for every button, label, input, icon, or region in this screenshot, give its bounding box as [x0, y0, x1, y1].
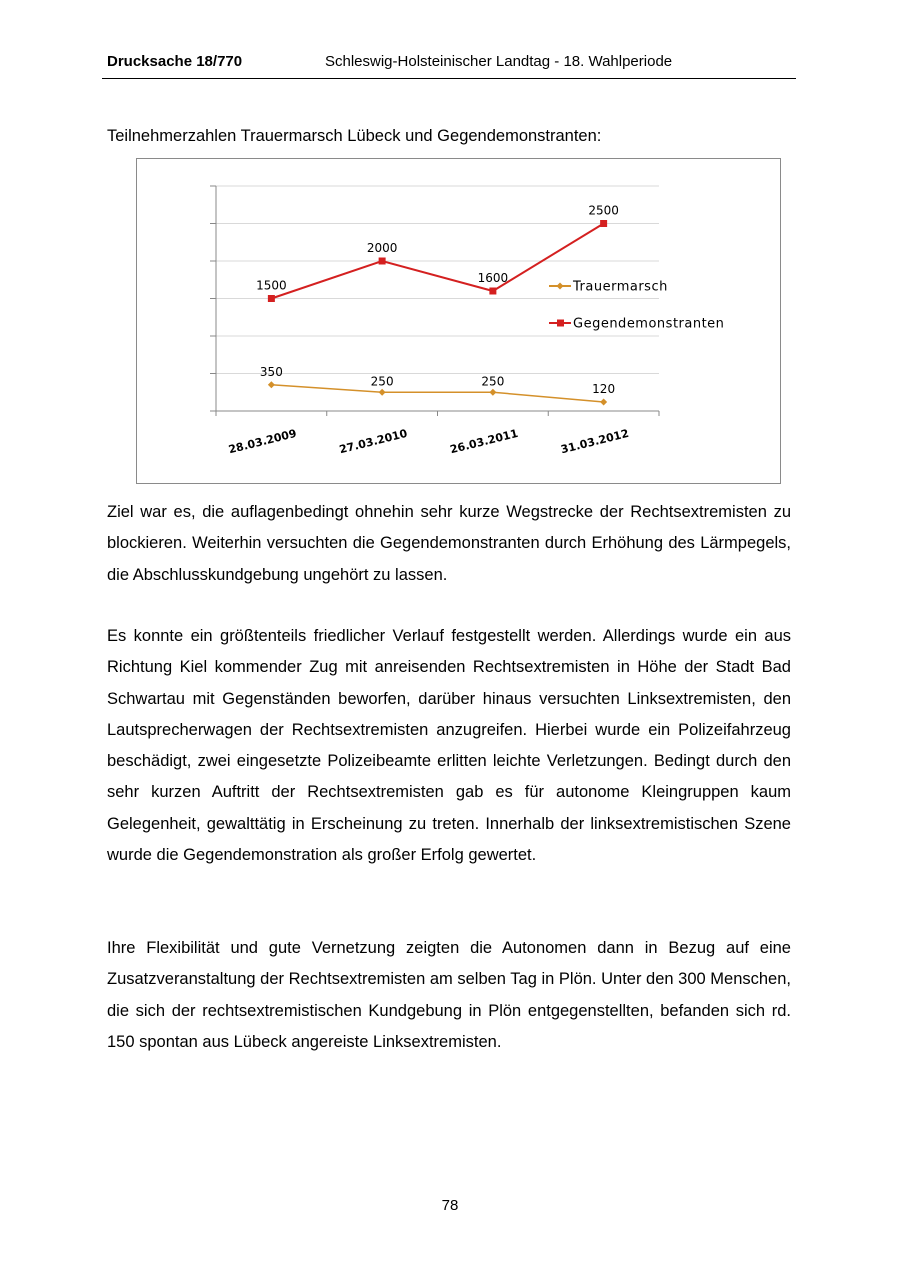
data-point — [489, 288, 496, 295]
paragraph-3: Ihre Flexibilität und gute Vernetzung zeigten die Autonomen dann in Bezug auf eine Zusatzveranstaltung der Rechtsextremisten am selben Tag in Plön. Unter den 300 Menschen, die sich der rechtsextremistischen Kundgebung in Plön entgegenstellten, befanden sich rd. 150 spontan aus Lübeck angereiste Linksextremisten. — [107, 939, 791, 1051]
data-label: 2500 — [588, 203, 619, 218]
legend-label: Gegendemonstranten — [573, 316, 725, 332]
chart-caption: Teilnehmerzahlen Trauermarsch Lübeck und Gegendemonstranten: — [107, 127, 602, 145]
series-line-trauermarsch — [271, 385, 603, 402]
x-tick-label: 26.03.2011 — [448, 426, 520, 457]
data-point — [268, 381, 275, 388]
legend-marker — [557, 320, 564, 327]
legend-marker — [557, 283, 564, 290]
data-point — [489, 389, 496, 396]
paragraph-2: Es konnte ein größtenteils friedlicher Verlauf festgestellt werden. Allerdings wurde ein aus Richtung Kiel kommender Zug mit anreisenden Rechtsextremisten in Höhe der Stadt Bad Schwartau mit Gegenständen beworfen, darüber hinaus versuchten Linksextremisten, den Lautsprecherwagen der Rechtsextremisten anzugreifen. Hierbei wurde ein Polizeifahrzeug beschädigt, zwei eingesetzte Polizeibeamte erlitten leichte Verletzungen. Bedingt durch den sehr kurzen Auftritt der Rechtsextremisten gab es für autonome Kleingruppen kaum Gelegenheit, gewalttätig in Erscheinung zu treten. Innerhalb der linksextremistischen Szene wurde die Gegendemonstration als großer Erfolg gewertet. — [107, 627, 791, 865]
legend-label: Trauermarsch — [573, 279, 668, 295]
data-point — [268, 295, 275, 302]
chart-canvas — [137, 159, 780, 483]
data-label: 350 — [259, 364, 283, 379]
document-id: Drucksache 18/770 — [107, 53, 243, 70]
paragraph-1: Ziel war es, die auflagenbedingt ohnehin sehr kurze Wegstrecke der Rechtsextremisten zu blockieren. Weiterhin versuchten die Gegendemonstranten durch Erhöhung des Lärmpegels, die Abschlusskundgebung ungehört zu lassen. — [107, 503, 791, 584]
x-tick-label: 27.03.2010 — [337, 426, 409, 457]
data-label: 1500 — [256, 278, 287, 293]
data-label: 120 — [592, 382, 616, 396]
data-label: 250 — [481, 374, 505, 389]
line-chart — [136, 158, 781, 484]
data-label: 1600 — [477, 271, 509, 285]
page-number: 78 — [441, 1197, 459, 1214]
x-tick-label: 28.03.2009 — [227, 426, 298, 457]
page-header — [102, 52, 796, 79]
data-point — [600, 399, 607, 406]
data-point — [379, 258, 386, 265]
data-point — [600, 220, 607, 227]
x-tick-label: 31.03.2012 — [559, 426, 631, 457]
data-label: 250 — [370, 374, 394, 389]
data-label: 2000 — [366, 241, 398, 255]
data-point — [379, 389, 386, 396]
parliament-title: Schleswig-Holsteinischer Landtag - 18. Wahlperiode — [325, 53, 673, 70]
